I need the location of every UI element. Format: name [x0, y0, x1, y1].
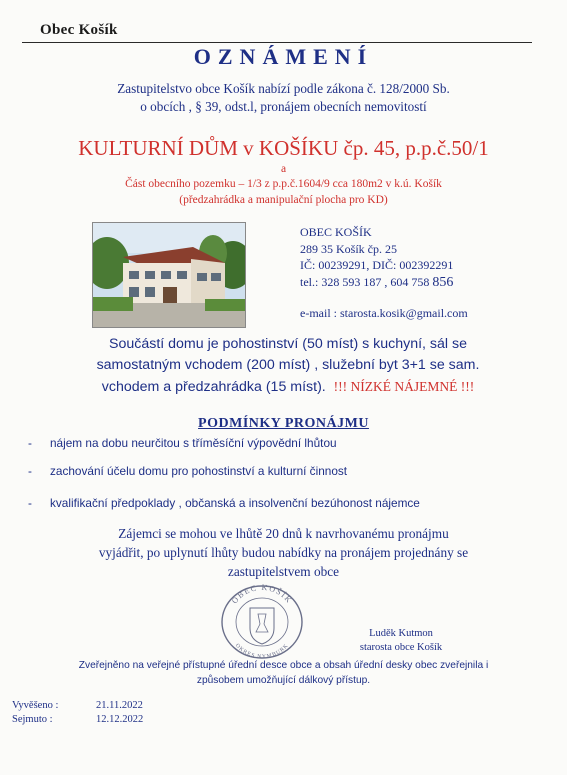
applicants-line-2: vyjádřit, po uplynutí lhůty budou nabídky na pronájem projednány se — [98, 545, 469, 560]
contact-ids: IČ: 00239291, DIČ: 002392291 — [300, 258, 454, 273]
contact-phone — [300, 274, 453, 292]
contact-address: 289 35 Košík čp. 25 — [300, 241, 397, 256]
signatory-role: starosta obce Košík — [359, 642, 443, 653]
notice-title: OZNÁMENÍ — [193, 44, 374, 69]
stamp-top-text: OBEC KOŠÍK — [229, 584, 295, 606]
municipality-header: Obec Košík — [40, 22, 118, 38]
description-text — [38, 334, 538, 398]
svg-text:OBEC KOŠÍK — [230, 584, 294, 605]
condition-item: - nájem na dobu neurčitou s tříměsíční výpovědní lhůtou — [28, 436, 337, 450]
intro-line-1: Zastupitelstvo obce Košík nabízí podle zákona č. 128/2000 Sb. — [117, 81, 450, 96]
land-description: Část obecního pozemku – 1/3 z p.p.č.1604/9 cca 180m2 v k.ú. Košík — [125, 178, 442, 190]
contact-phone-main: tel.: 328 593 187 , 604 758 — [300, 274, 433, 289]
applicants-line-3: zastupitelstvem obce — [227, 564, 340, 579]
property-title: KULTURNÍ DŮM v KOŠÍKU čp. 45, p.p.č.50/1 — [78, 136, 489, 160]
posted-label: Vyvěšeno : — [12, 700, 59, 711]
applicants-line-1: Zájemci se mohou ve lhůtě 20 dnů k navrhovanému pronájmu — [118, 526, 449, 541]
signature-block — [346, 627, 456, 655]
contact-email: e-mail : starosta.kosik@gmail.com — [300, 306, 468, 320]
description-line-2: samostatným vchodem (200 míst) , služební byt 3+1 se sam. — [96, 357, 480, 373]
intro-text — [0, 80, 567, 116]
removed-label: Sejmuto : — [12, 714, 53, 725]
condition-text: kvalifikační předpoklady , občanská a insolvenční bezúhonost nájemce — [50, 496, 420, 510]
description-line-3-text: vchodem a předzahrádka (15 míst). — [101, 379, 326, 395]
description-line-1: Součástí domu je pohostinství (50 míst) s kuchyní, sál se — [109, 336, 467, 352]
posted-date-row — [12, 700, 143, 711]
building-photo — [92, 222, 246, 328]
condition-text: zachování účelu domu pro pohostinství a kulturní činnost — [50, 464, 348, 478]
description-line-3 — [38, 376, 538, 398]
publication-note-line-2: způsobem umožňující dálkový přístup. — [196, 675, 371, 686]
removed-date-row — [12, 714, 143, 725]
header-divider — [22, 42, 532, 43]
condition-text: nájem na dobu neurčitou s tříměsíční výpovědní lhůtou — [50, 436, 337, 450]
contact-block — [300, 224, 453, 291]
property-conjunction: a — [280, 163, 287, 175]
publication-note — [0, 658, 567, 688]
condition-item: - kvalifikační předpoklady , občanská a insolvenční bezúhonost nájemce — [28, 496, 420, 510]
contact-name: OBEC KOŠÍK — [300, 225, 372, 239]
low-rent-highlight: !!! NÍZKÉ NÁJEMNÉ !!! — [333, 379, 475, 394]
stamp-bottom-text: OKRES NYMBURK — [233, 642, 291, 660]
intro-line-2: o obcích , § 39, odst.l, pronájem obecních nemovitostí — [140, 99, 427, 114]
land-note: (předzahrádka a manipulační plocha pro KD) — [179, 194, 388, 206]
applicants-text — [0, 524, 567, 581]
condition-item: - zachování účelu domu pro pohostinství a kulturní činnost — [28, 464, 348, 478]
conditions-title: PODMÍNKY PRONÁJMU — [198, 416, 369, 431]
contact-phone-end: 856 — [432, 274, 454, 290]
signatory-name: Luděk Kutmon — [369, 628, 433, 639]
removed-date: 12.12.2022 — [96, 714, 144, 725]
posted-date: 21.11.2022 — [96, 700, 143, 711]
publication-note-line-1: Zveřejněno na veřejné přístupné úřední desce obce a obsah úřední desky obec zveřejnila i — [78, 660, 489, 671]
official-stamp — [214, 584, 310, 660]
